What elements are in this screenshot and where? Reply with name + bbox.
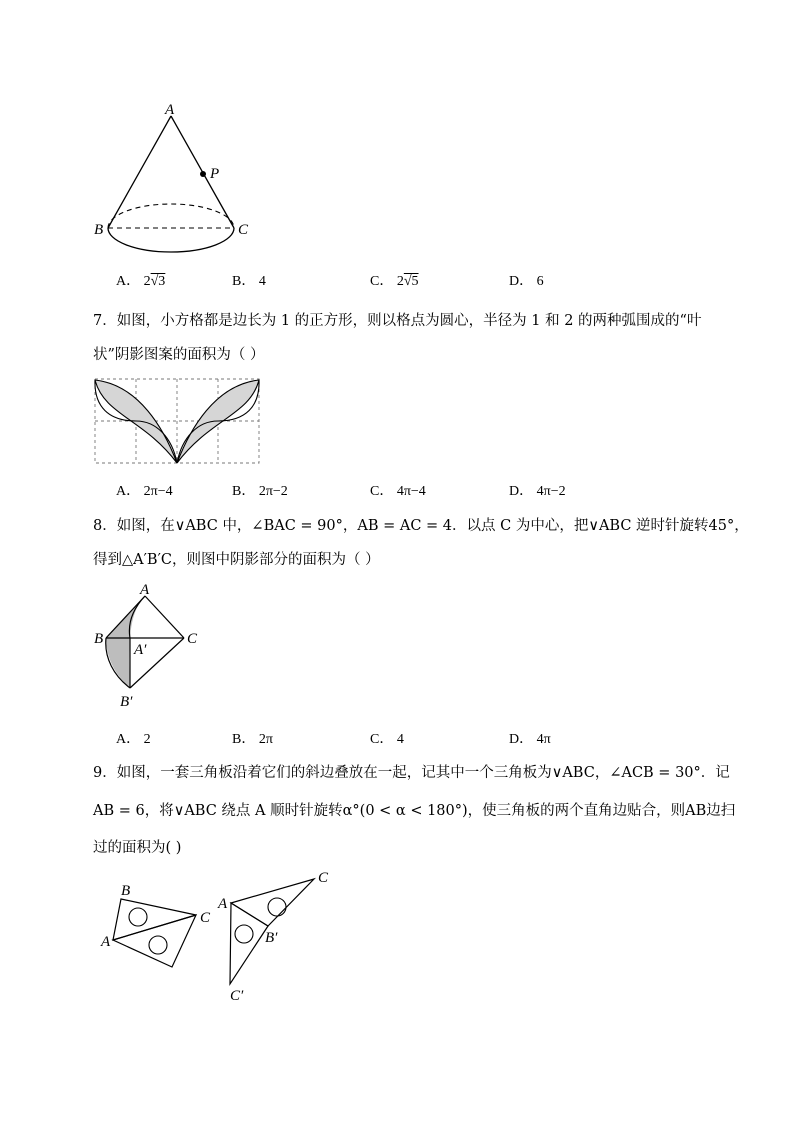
label-b-prime: B′ [120, 694, 133, 710]
q6-option-d[interactable]: D． 6 [509, 274, 544, 289]
q8-option-c[interactable]: C． 4 [370, 732, 404, 747]
q8-stem-line-2: 得到△A′B′C，则图中阴影部分的面积为（ ） [93, 552, 380, 568]
label-c: C [238, 222, 249, 238]
q6-cone-figure [88, 98, 258, 260]
q6-option-c[interactable]: C． 2√5 [370, 274, 419, 289]
label-b: B [94, 631, 104, 647]
q7-stem-line-2: 状”阴影图案的面积为（ ） [93, 347, 265, 363]
q7-stem-line-1: 7．如图，小方格都是边长为 1 的正方形，则以格点为圆心，半径为 1 和 2 的两种弧围成的“叶 [93, 313, 702, 329]
q9-stem-line-2: AB = 6，将∨ABC 绕点 A 顺时针旋转α°(0 < α < 180°)，使三角板的两个直角边贴合，则AB边扫 [93, 803, 736, 819]
q8-stem-line-1: 8．如图，在∨ABC 中，∠BAC = 90°，AB = AC = 4．以点 C 为中心，把∨ABC 逆时针旋转45°， [93, 518, 749, 534]
q9-stem-line-1: 9．如图，一套三角板沿着它们的斜边叠放在一起，记其中一个三角板为∨ABC，∠ACB = 30°．记 [93, 765, 730, 781]
left-upper-hole [129, 908, 147, 926]
arc-aa1 [129, 596, 145, 638]
label-a-right: A [218, 896, 228, 912]
left-triangle-lower [113, 915, 196, 967]
q7-option-d[interactable]: D． 4π−2 [509, 484, 566, 499]
q8-option-a[interactable]: A． 2 [116, 732, 151, 747]
q6-option-b[interactable]: B． 4 [232, 274, 266, 289]
q9-stem-line-3: 过的面积为( ) [93, 840, 182, 856]
right-triangle-upper [231, 879, 314, 926]
left-triangle-upper [113, 899, 196, 940]
label-c-prime: C′ [230, 988, 244, 1004]
label-p: P [210, 166, 220, 182]
segment-ac [145, 596, 184, 638]
right-upper-hole [268, 898, 286, 916]
label-b-prime: B′ [265, 930, 278, 946]
q9-triangle-boards-figure [96, 868, 346, 1003]
right-lower-hole [235, 925, 253, 943]
q8-option-d[interactable]: D． 4π [509, 732, 551, 747]
point-p [200, 171, 206, 177]
q7-option-b[interactable]: B． 2π−2 [232, 484, 288, 499]
label-a-prime: A′ [134, 642, 147, 658]
label-b: B [121, 883, 131, 899]
q7-leaf-figure [94, 377, 262, 467]
cone-base-front-arc [108, 228, 234, 252]
label-c: C [200, 910, 211, 926]
label-a: A [101, 934, 111, 950]
right-triangle-lower [230, 903, 268, 984]
q6-option-a[interactable]: A． 2√3 [116, 274, 166, 289]
label-b: B [94, 222, 104, 238]
cone-side-left [108, 116, 171, 228]
label-c-right: C [318, 870, 329, 886]
label-c: C [187, 631, 198, 647]
cone-base-back-arc [108, 204, 234, 228]
q7-option-c[interactable]: C． 4π−4 [370, 484, 426, 499]
q8-option-b[interactable]: B． 2π [232, 732, 273, 747]
left-lower-hole [149, 936, 167, 954]
label-a: A [140, 582, 150, 598]
q7-option-a[interactable]: A． 2π−4 [116, 484, 173, 499]
label-a: A [165, 102, 175, 118]
q8-rotation-figure [90, 584, 210, 714]
